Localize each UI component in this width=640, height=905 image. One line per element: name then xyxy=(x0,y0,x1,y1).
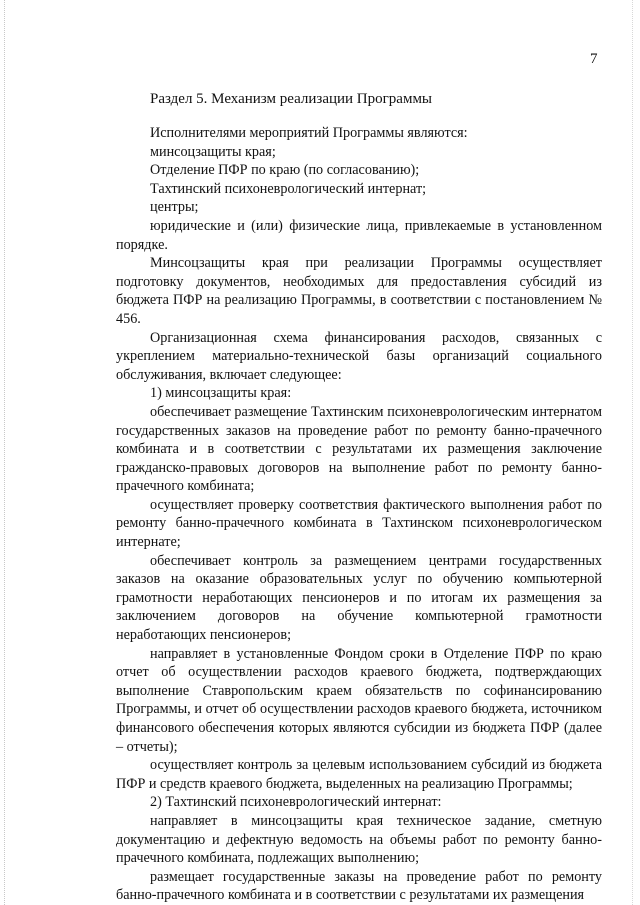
scan-edge-left xyxy=(4,0,6,905)
paragraph: минсоцзащиты края; xyxy=(150,143,276,160)
body-text xyxy=(116,124,602,905)
paragraph: Минсоцзащиты края при реализации Программы осуществляет подготовку документов, необходимых для предоставления субсидий из бюджета ПФР на реализацию Программы, в соответствии с постановлением № 456. xyxy=(116,255,602,327)
paragraph: обеспечивает контроль за размещением центрами государственных заказов на оказание образовательных услуг по обучению компьютерной грамотности неработающих пенсионеров и по итогам их размещения за заключением договоров на обучение компьютерной грамотности неработающих пенсионеров; xyxy=(116,552,602,644)
section-title: Раздел 5. Механизм реализации Программы xyxy=(150,91,433,107)
paragraph: осуществляет проверку соответствия фактического выполнения работ по ремонту банно-прачечного комбината в Тахтинском психоневрологическом интернате; xyxy=(116,496,602,551)
paragraph: направляет в минсоцзащиты края техническое задание, сметную документацию и дефектную ведомость на объемы работ по ремонту банно-прачечного комбината, подлежащих выполнению; xyxy=(116,812,602,867)
paragraph: осуществляет контроль за целевым использованием субсидий из бюджета ПФР и средств краевого бюджета, выделенных на реализацию Программы; xyxy=(116,757,602,792)
page-number: 7 xyxy=(590,51,598,67)
paragraph: Организационная схема финансирования расходов, связанных с укреплением материально-технической базы организаций социального обслуживания, включает следующее: xyxy=(116,329,602,383)
paragraph: 1) минсоцзащиты края: xyxy=(150,385,292,402)
paragraph: Исполнителями мероприятий Программы являются: xyxy=(150,125,468,141)
paragraph: юридические и (или) физические лица, привлекаемые в установленном порядке. xyxy=(116,217,602,253)
paragraph: Тахтинский психоневрологический интернат; xyxy=(150,180,427,197)
paragraph: Отделение ПФР по краю (по согласованию); xyxy=(150,162,420,179)
paragraph: направляет в установленные Фондом сроки в Отделение ПФР по краю отчет об осуществлении расходов краевого бюджета, подтверждающих выполнение Ставропольским краем обязательств по софинансированию Программы, и отчет об осуществлении расходов краевого бюджета, источником финансового обеспечения которых являются субсидии из бюджета ПФР (далее – отчеты); xyxy=(116,645,602,755)
paragraph: центры; xyxy=(150,199,199,216)
scan-edge-right xyxy=(632,0,634,905)
paragraph: размещает государственные заказы на проведение работ по ремонту банно-прачечного комбината и в соответствии с результатами их размещения xyxy=(116,868,602,904)
paragraph: обеспечивает размещение Тахтинским психоневрологическим интернатом государственных заказов на проведение работ по ремонту банно-прачечного комбината и в соответствии с результатами их размещения заключение гражданско-правовых договоров на выполнение работ по ремонту банно-прачечного комбината; xyxy=(116,403,602,495)
paragraph: 2) Тахтинский психоневрологический интернат: xyxy=(150,794,442,811)
